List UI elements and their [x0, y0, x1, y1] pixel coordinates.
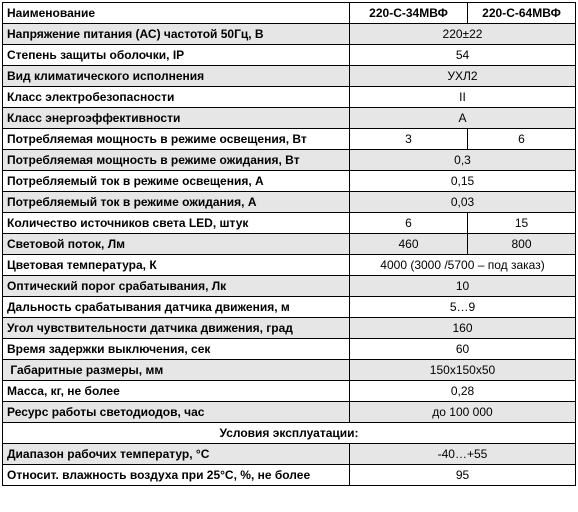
- header-model-a: 220-С-34МВФ: [350, 3, 468, 24]
- row-label: Оптический порог срабатывания, Лк: [3, 276, 350, 297]
- table-row: [3, 444, 576, 465]
- table-row: [3, 339, 576, 360]
- row-value: 10: [350, 276, 576, 297]
- row-label: Световой поток, Лм: [3, 234, 350, 255]
- row-value-model-a: 6: [350, 213, 468, 234]
- row-label: Класс электробезопасности: [3, 87, 350, 108]
- row-label: Потребляемая мощность в режиме освещения, Вт: [3, 129, 350, 150]
- row-value-model-b: 6: [468, 129, 576, 150]
- row-label: Габаритные размеры, мм: [3, 360, 350, 381]
- row-value-model-b: 15: [468, 213, 576, 234]
- row-value: УХЛ2: [350, 66, 576, 87]
- table-row: [3, 276, 576, 297]
- row-label: Количество источников света LED, штук: [3, 213, 350, 234]
- row-label: Потребляемый ток в режиме освещения, А: [3, 171, 350, 192]
- row-value: 0,28: [350, 381, 576, 402]
- table-row: [3, 381, 576, 402]
- specifications-table: [2, 2, 576, 486]
- table-row: [3, 360, 576, 381]
- table-row: [3, 66, 576, 87]
- row-label: Ресурс работы светодиодов, час: [3, 402, 350, 423]
- table-row: [3, 108, 576, 129]
- table-row: [3, 192, 576, 213]
- header-model-b: 220-С-64МВФ: [468, 3, 576, 24]
- row-label: Степень защиты оболочки, IP: [3, 45, 350, 66]
- row-label: Вид климатического исполнения: [3, 66, 350, 87]
- table-row: [3, 87, 576, 108]
- row-value-model-b: 800: [468, 234, 576, 255]
- row-value: II: [350, 87, 576, 108]
- table-row: [3, 171, 576, 192]
- row-value: 5…9: [350, 297, 576, 318]
- row-label: Потребляемый ток в режиме ожидания, А: [3, 192, 350, 213]
- row-value: 0,03: [350, 192, 576, 213]
- table-row: [3, 129, 576, 150]
- row-label: Угол чувствительности датчика движения, град: [3, 318, 350, 339]
- row-value: 95: [350, 465, 576, 486]
- row-label: Цветовая температура, К: [3, 255, 350, 276]
- row-value: 150х150х50: [350, 360, 576, 381]
- table-row: [3, 150, 576, 171]
- row-label: Дальность срабатывания датчика движения, м: [3, 297, 350, 318]
- table-header-row: [3, 3, 576, 24]
- row-value: 4000 (3000 /5700 – под заказ): [350, 255, 576, 276]
- row-value-model-a: 460: [350, 234, 468, 255]
- table-row: [3, 402, 576, 423]
- row-value: 54: [350, 45, 576, 66]
- table-row: [3, 465, 576, 486]
- row-value: 220±22: [350, 24, 576, 45]
- table-row: [3, 24, 576, 45]
- section-header-row: [3, 423, 576, 444]
- row-label: Диапазон рабочих температур, °С: [3, 444, 350, 465]
- table-row: [3, 213, 576, 234]
- table-row: [3, 318, 576, 339]
- row-label: Напряжение питания (АС) частотой 50Гц, В: [3, 24, 350, 45]
- row-value: до 100 000: [350, 402, 576, 423]
- row-label: Относит. влажность воздуха при 25°С, %, не более: [3, 465, 350, 486]
- table-row: [3, 234, 576, 255]
- row-value-model-a: 3: [350, 129, 468, 150]
- row-value: 0,15: [350, 171, 576, 192]
- table-row: [3, 255, 576, 276]
- section-title: Условия эксплуатации:: [3, 423, 576, 444]
- row-value: 0,3: [350, 150, 576, 171]
- row-label: Потребляемая мощность в режиме ожидания, Вт: [3, 150, 350, 171]
- row-label: Время задержки выключения, сек: [3, 339, 350, 360]
- table-row: [3, 297, 576, 318]
- row-label: Масса, кг, не более: [3, 381, 350, 402]
- row-label: Класс энергоэффективности: [3, 108, 350, 129]
- table-row: [3, 45, 576, 66]
- header-name: Наименование: [3, 3, 350, 24]
- row-value: 60: [350, 339, 576, 360]
- row-value: 160: [350, 318, 576, 339]
- row-value: А: [350, 108, 576, 129]
- row-value: -40…+55: [350, 444, 576, 465]
